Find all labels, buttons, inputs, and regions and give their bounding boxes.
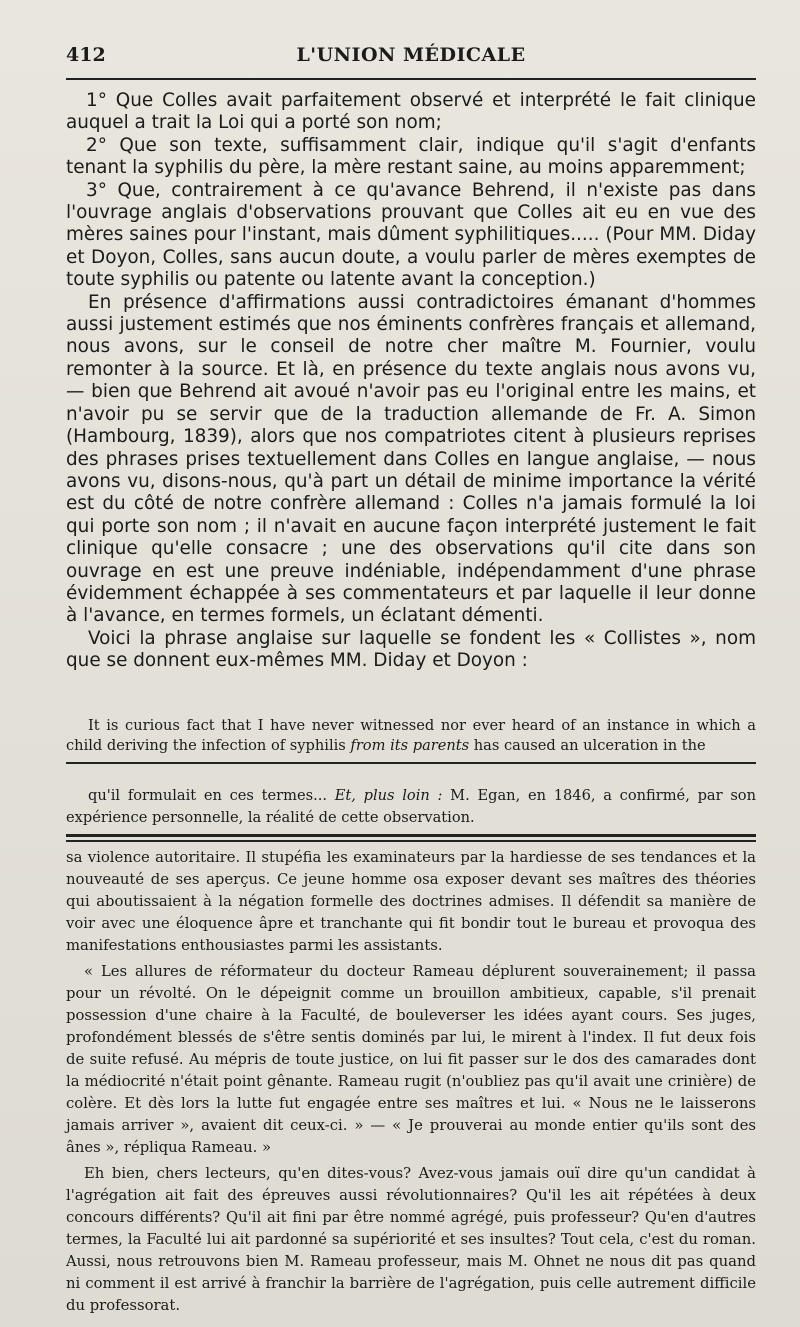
quote-text-start: It is curious fact that I have never witnessed nor ever heard of an instance in which a child deriving the infection of syphilis [66,717,756,754]
section-rule-top [66,834,756,837]
paragraph-presence: En présence d'affirmations aussi contradictoires émanant d'hommes aussi justement estimés que nos éminents confrères français et allemand, nous avons, sur le conseil de notre cher maître M. Fournier, voulu remonter à la source. Et là, en présence du texte anglais nous avons vu, — bien que Behrend ait avoué n'avoir pas eu l'original entre les mains, et n'avoir pu se servir que de la traduction allemande de Fr. A. Simon (Hambourg, 1839), alors que nos compatriotes citent à plusieurs reprises des phrases prises textuellement dans Colles en langue anglaise, — nous avons vu, disons-nous, qu'à part un détail de minime importance la vérité est du côté de notre confrère allemand : Colles n'a jamais formulé la loi qui porte son nom ; il n'avait en aucune façon interprété justement le fait clinique qu'elle consacre ; une des observations qu'il cite dans son ouvrage en est une preuve indéniable, indépendamment d'une phrase évidemment échappée à ses commentateurs et par laquelle il leur donne à l'avance, en termes formels, un éclatant démenti. [66,291,756,627]
section-rule-bottom [66,840,756,842]
footnote-text-start: qu'il formulait en ces termes... [88,787,335,804]
header-rule [66,78,756,80]
point-2: 2° Que son texte, suffisamment clair, indique qu'il s'agit d'enfants tenant la syphilis du père, la mère restant saine, au moins apparemment; [66,134,756,179]
quote-text-end: has caused an ulceration in the [469,737,706,754]
feuilleton-paragraph-2: « Les allures de réformateur du docteur Rameau déplurent souverainement; il passa pour un révolté. On le dépeignit comme un brouillon ambitieux, capable, s'il prenait possession d'une chaire à la Faculté, de bouleverser les idées ayant cours. Ses juges, profondément blessés de s'être sentis dominés par lui, le mirent à l'index. Il fut deux fois de suite refusé. Au mépris de toute justice, on lui fit passer sur le dos des camarades dont la médiocrité n'était point gênante. Rameau rugit (n'oubliez pas qu'il avait une crinière) de colère. Et dès lors la lutte fut engagée entre ses maîtres et lui. « Nous ne le laisserons jamais arriver », avaient dit ceux-ci. » — « Je prouverai au monde entier qu'ils sont des ânes », répliqua Rameau. » [66,963,756,1156]
point-1: 1° Que Colles avait parfaitement observé et interprété le fait clinique auquel a trait la Loi qui a porté son nom; [66,90,756,134]
footnote-text-end: M. Egan, en 1846, a confirmé, par son expérience personnelle, la réalité de cette observation. [66,787,756,826]
feuilleton-paragraph-3: Eh bien, chers lecteurs, qu'en dites-vous? Avez-vous jamais ouï dire qu'un candidat à l'agrégation ait fait des épreuves aussi révolutionnaires? Qu'il les ait répétées à deux concours différents? Qu'il ait fini par être nommé agrégé, puis professeur? Qu'en d'autres termes, la Faculté lui ait pardonné sa supériorité et ses insultes? Tout cela, c'est du roman. Aussi, nous retrouvons bien M. Rameau professeur, mais M. Ohnet ne nous dit pas quand ni comment il est arrivé à franchir la barrière de l'agrégation, puis celle autrement difficile du professorat. [66,1165,756,1314]
quote-rule [66,762,756,764]
point-3: 3° Que, contrairement à ce qu'avance Behrend, il n'existe pas dans l'ouvrage anglais d'observations prouvant que Colles ait eu en vue des mères saines pour l'instant, mais dûment syphilitiques..... (Pour MM. Diday et Doyon, Colles, sans aucun doute, a voulu parler de mères exemptes de toute syphilis ou patente ou latente avant la conception.) [66,179,756,291]
footnote-italic: Et, plus loin : [334,787,443,804]
feuilleton-paragraph-1: sa violence autoritaire. Il stupéfia les examinateurs par la hardiesse de ses tendances et la nouveauté de ses aperçus. Ce jeune homme osa exposer devant ses maîtres des théories qui aboutissaient à la négation formelle des doctrines admises. Il défendit sa manière de voir avec une éloquence âpre et tranchante qui fit bondir tout le bureau et provoqua des manifestations enthousiastes parmi les assistants. [66,849,756,954]
english-quote [66,716,756,756]
quote-italic: from its parents [350,737,470,754]
page-number: 412 [66,44,106,66]
journal-title: L'UNION MÉDICALE [296,44,526,66]
footnote [66,785,756,829]
paragraph-voici: Voici la phrase anglaise sur laquelle se fondent les « Collistes », nom que se donnent eux-mêmes MM. Diday et Doyon : [66,627,756,672]
main-text [66,90,756,673]
feuilleton [66,847,756,1317]
running-header [66,44,756,74]
footnote-paragraph [66,785,756,829]
quote-paragraph [66,716,756,756]
